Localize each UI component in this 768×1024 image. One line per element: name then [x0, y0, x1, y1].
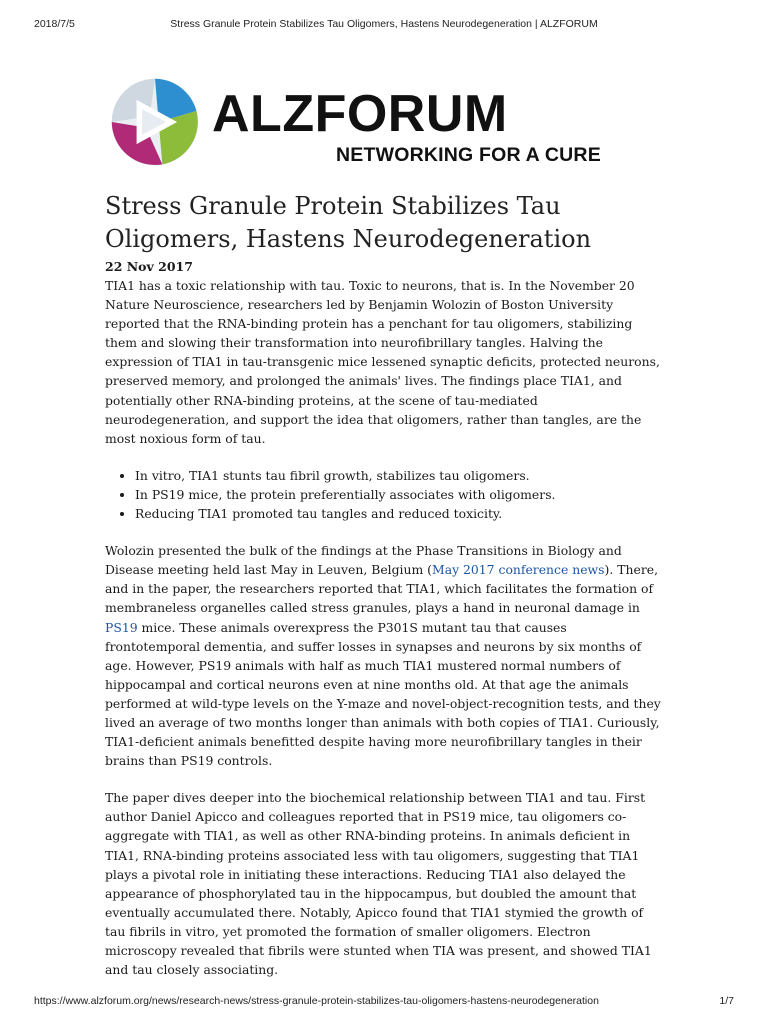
- conference-news-link[interactable]: May 2017 conference news: [432, 562, 605, 578]
- summary-item: • Reducing TIA1 promoted tau tangles and reduced toxicity.: [135, 504, 665, 523]
- article: [105, 190, 665, 979]
- summary-item: • In PS19 mice, the protein preferentially associates with oligomers.: [135, 485, 665, 504]
- paragraph-text: mice. These animals overexpress the P301S mutant tau that causes frontotemporal dementia, and suffer losses in synapses and neurons by six months of age. However, PS19 animals with half as much TIA1 mustered normal numbers of hippocampal and cortical neurons even at nine months old. At that age the animals performed at wild-type levels on the Y-maze and novel-object-recognition tests, and they lived an average of two months longer than animals with both copies of TIA1. Curiously, TIA1-deficient animals benefitted despite having more neurofibrillary tangles in their brains than PS19 controls.: [105, 619, 661, 769]
- article-paragraph-2: [105, 541, 665, 770]
- spacer: [105, 770, 665, 788]
- spacer: [105, 448, 665, 466]
- logo-tagline: NETWORKING FOR A CURE: [336, 144, 601, 166]
- paragraph-text: ). There, and in the paper, the researchers reported that TIA1, which facilitates the formation of membraneless organelles called stress granules, plays a hand in neuronal damage in: [105, 562, 659, 616]
- alzforum-logo[interactable]: [108, 76, 628, 168]
- print-url: https://www.alzforum.org/news/research-news/stress-granule-protein-stabilizes-tau-oligomers-hastens-neurodegeneration: [34, 995, 599, 1007]
- logo-wordmark: ALZFORUM: [212, 85, 508, 143]
- summary-list: [105, 466, 665, 523]
- article-paragraph-3: The paper dives deeper into the biochemical relationship between TIA1 and tau. First author Daniel Apicco and colleagues reported that in PS19 mice, tau oligomers co-aggregate with TIA1, as well as other RNA-binding proteins. In animals deficient in TIA1, RNA-binding proteins associated less with tau oligomers, suggesting that TIA1 plays a pivotal role in initiating these interactions. Reducing TIA1 also delayed the appearance of phosphorylated tau in the hippocampus, but doubled the amount that eventually accumulated there. Notably, Apicco found that TIA1 stymied the growth of tau fibrils in vitro, yet promoted the formation of smaller oligomers. Electron microscopy revealed that fibrils were stunted when TIA was present, and showed TIA1 and tau closely associating.: [105, 790, 652, 978]
- ps19-link[interactable]: PS19: [105, 619, 138, 635]
- print-page-title: Stress Granule Protein Stabilizes Tau Oligomers, Hastens Neurodegeneration | ALZFORUM: [170, 18, 598, 30]
- article-date: 22 Nov 2017: [105, 259, 193, 274]
- article-intro: TIA1 has a toxic relationship with tau. Toxic to neurons, that is. In the November 20 Nature Neuroscience, researchers led by Benjamin Wolozin of Boston University reported that the RNA-binding protein has a penchant for tau oligomers, stabilizing them and slowing their transformation into neurofibrillary tangles. Halving the expression of TIA1 in tau-transgenic mice lessened synaptic deficits, protected neurons, preserved memory, and prolonged the animals' lives. The findings place TIA1, and potentially other RNA-binding proteins, at the scene of tau-mediated neurodegeneration, and support the idea that oligomers, rather than tangles, are the most noxious form of tau.: [105, 278, 660, 446]
- spacer: [105, 523, 665, 541]
- print-date: 2018/7/5: [34, 18, 75, 30]
- paragraph-text: Wolozin presented the bulk of the findings at the Phase Transitions in Biology and Disease meeting held last May in Leuven, Belgium (: [105, 543, 622, 578]
- print-page-number: 1/7: [719, 995, 734, 1007]
- alzforum-logo-icon: [108, 76, 202, 168]
- summary-item: • In vitro, TIA1 stunts tau fibril growth, stabilizes tau oligomers.: [135, 466, 665, 485]
- article-title: Stress Granule Protein Stabilizes Tau Oligomers, Hastens Neurodegeneration: [105, 192, 592, 253]
